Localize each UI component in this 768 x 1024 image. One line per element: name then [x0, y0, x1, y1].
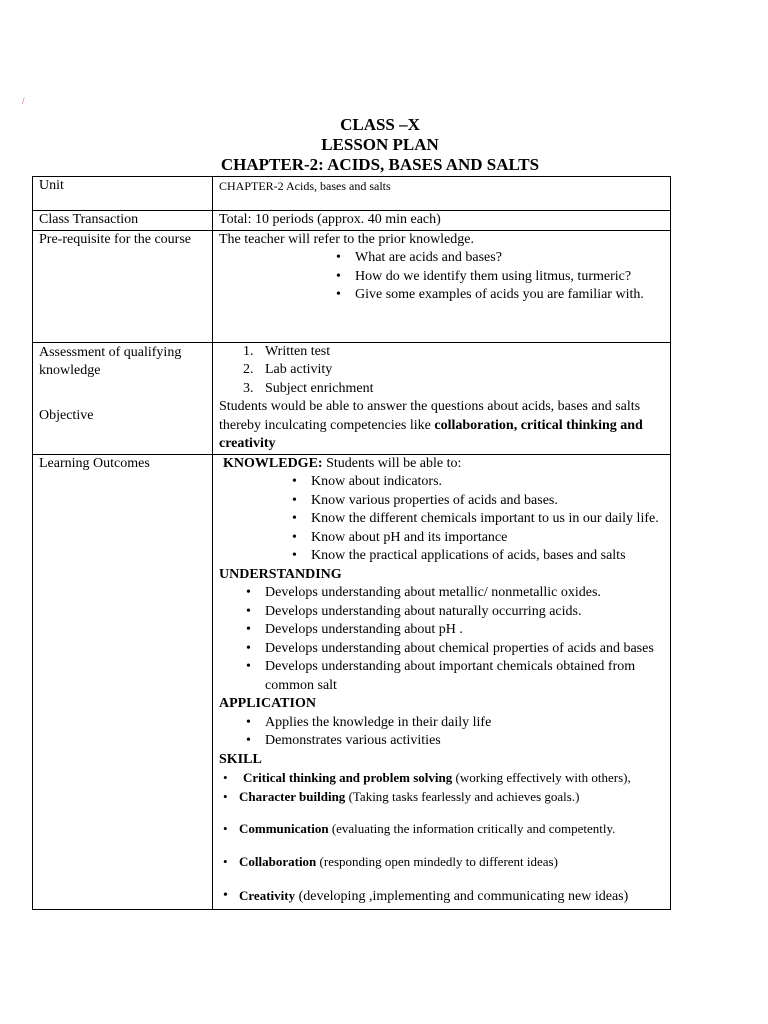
list-item: • Develops understanding about chemical properties of acids and bases	[265, 640, 666, 659]
list-item: • Know various properties of acids and bases.	[311, 492, 666, 511]
assessment-objective-content	[213, 342, 671, 454]
unit-value: CHAPTER-2 Acids, bases and salts	[213, 177, 671, 211]
list-item: • Give some examples of acids you are familiar with.	[355, 286, 666, 305]
list-item: • Know the different chemicals important to us in our daily life.	[311, 510, 666, 529]
learning-outcomes-row	[33, 454, 671, 909]
list-item: • Develops understanding about pH .	[265, 621, 666, 640]
list-item: 3. Subject enrichment	[243, 380, 374, 396]
lesson-plan-table	[32, 176, 671, 910]
knowledge-list	[219, 473, 666, 566]
objective-competencies: collaboration, critical thinking and creativity	[219, 417, 643, 451]
list-item: • Know about pH and its importance	[311, 529, 666, 548]
stray-mark: /	[22, 96, 25, 106]
understanding-list	[219, 584, 666, 695]
learning-outcomes-content	[213, 454, 671, 909]
list-item: • How do we identify them using litmus, turmeric?	[355, 268, 666, 287]
class-transaction-label: Class Transaction	[33, 211, 213, 231]
document-title-block	[0, 115, 760, 175]
application-list	[219, 714, 666, 751]
unit-label: Unit	[33, 177, 213, 211]
list-item: 2. Lab activity	[243, 362, 333, 377]
class-transaction-row	[33, 211, 671, 231]
list-item: • Develops understanding about important chemicals obtained from common salt	[265, 658, 666, 695]
list-item: • Character building (Taking tasks fearlessly and achieves goals.)	[239, 788, 666, 807]
list-item: • Creativity (developing ,implementing and communicating new ideas)	[239, 887, 666, 907]
list-item: • Develops understanding about naturally occurring acids.	[265, 603, 666, 622]
prerequisite-content	[213, 230, 671, 342]
list-item: 1. Written test	[243, 343, 331, 359]
list-item: • Collaboration (responding open mindedly to different ideas)	[239, 853, 666, 872]
list-item: • Communication (evaluating the information critically and competently.	[239, 820, 666, 839]
skill-heading: SKILL	[219, 751, 262, 767]
prerequisite-row	[33, 230, 671, 342]
chapter-title: CHAPTER-2: ACIDS, BASES AND SALTS	[220, 155, 540, 174]
prerequisite-label: Pre-requisite for the course	[33, 230, 213, 342]
list-item: • Know about indicators.	[311, 473, 666, 492]
learning-outcomes-label: Learning Outcomes	[33, 454, 213, 909]
knowledge-intro: Students will be able to:	[322, 455, 462, 471]
assessment-list	[219, 343, 666, 399]
knowledge-heading: KNOWLEDGE:	[223, 455, 323, 471]
prerequisite-list	[219, 249, 666, 305]
list-item: • Demonstrates various activities	[265, 732, 666, 751]
list-item: • Develops understanding about metallic/ nonmetallic oxides.	[265, 584, 666, 603]
understanding-heading: UNDERSTANDING	[219, 566, 342, 582]
assessment-objective-row	[33, 342, 671, 454]
list-item: • Applies the knowledge in their daily life	[265, 714, 666, 733]
assessment-label: Assessment of qualifying knowledge	[39, 344, 182, 378]
skill-list	[219, 769, 666, 907]
unit-row	[33, 177, 671, 211]
knowledge-line	[219, 455, 666, 474]
class-title: CLASS –X	[340, 115, 420, 134]
prerequisite-intro: The teacher will refer to the prior knowledge.	[219, 231, 475, 247]
objective-label: Objective	[39, 407, 94, 423]
assessment-objective-labels	[33, 342, 213, 454]
objective-text: Students would be able to answer the questions about acids, bases and salts thereby inculcating competencies like collaboration, critical thinking and creativity	[219, 399, 643, 451]
class-transaction-value: Total: 10 periods (approx. 40 min each)	[213, 211, 671, 231]
application-heading: APPLICATION	[219, 696, 316, 711]
lesson-plan-title: LESSON PLAN	[321, 135, 439, 154]
list-item: • Know the practical applications of acids, bases and salts	[311, 547, 666, 566]
list-item: • What are acids and bases?	[355, 249, 666, 268]
list-item: • Critical thinking and problem solving (working effectively with others),	[239, 769, 666, 788]
